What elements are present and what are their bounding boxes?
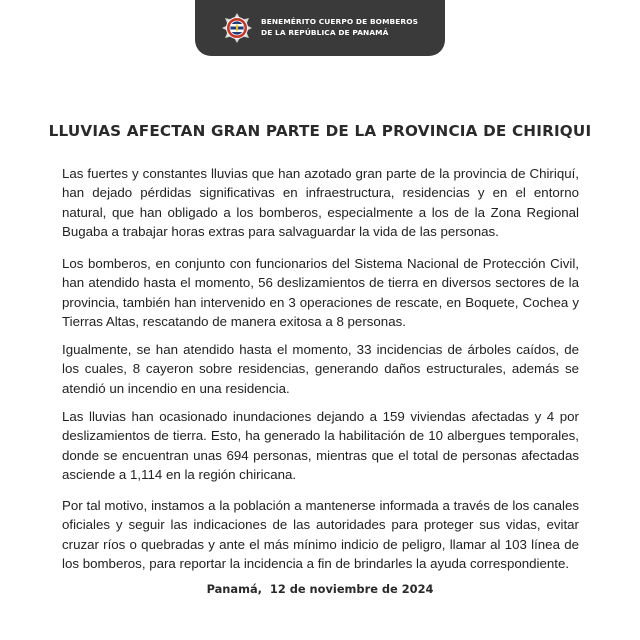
paragraph-5: Por tal motivo, instamos a la población a mantenerse informada a través de los canales oficiales y seguir las indicaciones de las autoridades para proteger sus vidas, evitar cruzar ríos o quebradas y ante el más mínimo indicio de peligro, llamar al 103 línea de los bomberos, para reportar la incidencia a fin de brindarles la ayuda correspondiente. [62,498,579,571]
header-banner [195,0,445,56]
paragraph-4: Las lluvias han ocasionado inundaciones dejando a 159 viviendas afectadas y 4 por deslizamientos de tierra. Esto, ha generado la habilitación de 10 albergues temporales, donde se encuentran unas 694 personas, mientras que el total de personas afectadas asciende a 1,114 en la región chiricana. [62,409,579,482]
organization-name-line-1: BENEMÉRITO CUERPO DE BOMBEROS [261,17,418,26]
organization-name [261,16,418,38]
paragraph-1: Las fuertes y constantes lluvias que han azotado gran parte de la provincia de Chiriquí, han dejado pérdidas significativas en infraestructura, residencias y en el entorno natural, que han obligado a los bomberos, especialmente a los de la Zona Regional Bugaba a trabajar horas extras para salvaguardar la vida de las personas. [62,166,579,239]
paragraph-2: Los bomberos, en conjunto con funcionarios del Sistema Nacional de Protección Civil, han atendido hasta el momento, 56 deslizamientos de tierra en diversos sectores de la provincia, también han intervenido en 3 operaciones de rescate, en Boquete, Cochea y Tierras Altas, rescatando de manera exitosa a 8 personas. [62,256,579,329]
document-title: LLUVIAS AFECTAN GRAN PARTE DE LA PROVINCIA DE CHIRIQUI [48,122,592,140]
document-date: Panamá, 12 de noviembre de 2024 [206,582,434,596]
paragraph-3: Igualmente, se han atendido hasta el momento, 33 incidencias de árboles caídos, de los cuales, 8 cayeron sobre residencias, generando daños estructurales, además se atendió un incendio en una residencia. [62,342,579,396]
organization-name-line-2: DE LA REPÚBLICA DE PANAMÁ [261,28,389,37]
fire-department-seal-icon [221,12,253,44]
